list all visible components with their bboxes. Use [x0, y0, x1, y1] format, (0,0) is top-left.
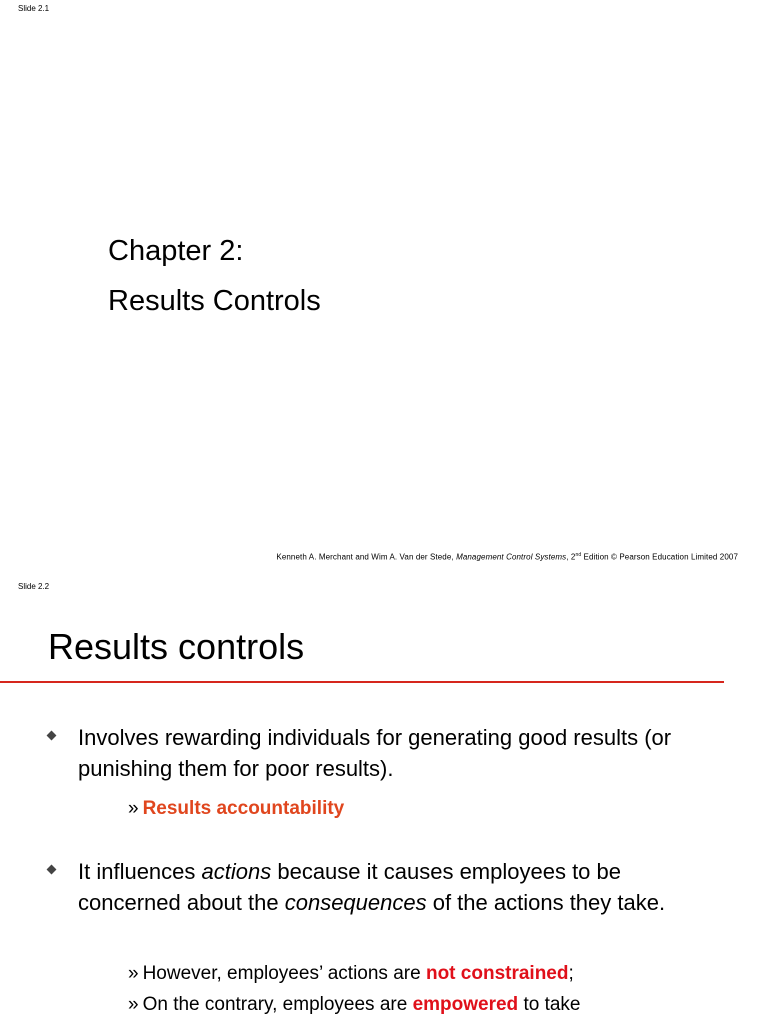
sub-bullet-item [128, 992, 581, 1018]
text-run: to take [518, 994, 581, 1015]
raquo-bullet-icon: » [128, 963, 139, 984]
highlight-text: not constrained [425, 963, 569, 984]
raquo-bullet-icon: » [128, 798, 139, 819]
footer-edition-sup: nd [575, 552, 582, 558]
sub-bullet-item [128, 796, 344, 822]
emphasis-text: actions [201, 859, 272, 884]
chapter-title-line-2: Results Controls [108, 285, 321, 317]
footer-authors: Kenneth A. Merchant and Wim A. Van der Stede, [276, 552, 457, 562]
diamond-bullet-icon [47, 731, 57, 741]
text-run: ; [568, 963, 574, 984]
text-run: It influences [78, 859, 202, 884]
sub-bullet-item [128, 961, 574, 987]
footer-edition-prefix: , 2 [566, 552, 576, 562]
text-run: of the actions they take. [426, 890, 666, 915]
highlight-text: Results accountability [142, 798, 345, 819]
bullet-item [48, 722, 708, 784]
title-underline [0, 681, 724, 683]
slide-2-2 [0, 576, 768, 1024]
emphasis-text: consequences [284, 890, 427, 915]
bullet-text [78, 856, 708, 918]
bullet-item [48, 856, 708, 918]
copyright-footer [276, 552, 738, 562]
footer-edition-suffix: Edition © Pearson Education Limited 2007 [581, 552, 738, 562]
chapter-title-line-1: Chapter 2: [108, 235, 244, 267]
highlight-text: empowered [412, 994, 519, 1015]
slide-title: Results controls [48, 626, 305, 667]
slide-number: Slide 2.2 [18, 582, 50, 591]
text-run: because it causes employees to be concerned about the [78, 859, 621, 915]
bullet-text: Involves rewarding individuals for generating good results (or punishing them for poor results). [78, 725, 672, 781]
text-run: However, employees’ actions are [142, 963, 426, 984]
raquo-bullet-icon: » [128, 994, 139, 1015]
chapter-title [108, 226, 321, 326]
text-run: On the contrary, employees are [142, 994, 413, 1015]
footer-book-title: Management Control Systems [456, 552, 567, 562]
diamond-bullet-icon [47, 865, 57, 875]
slide-number: Slide 2.1 [18, 4, 50, 13]
